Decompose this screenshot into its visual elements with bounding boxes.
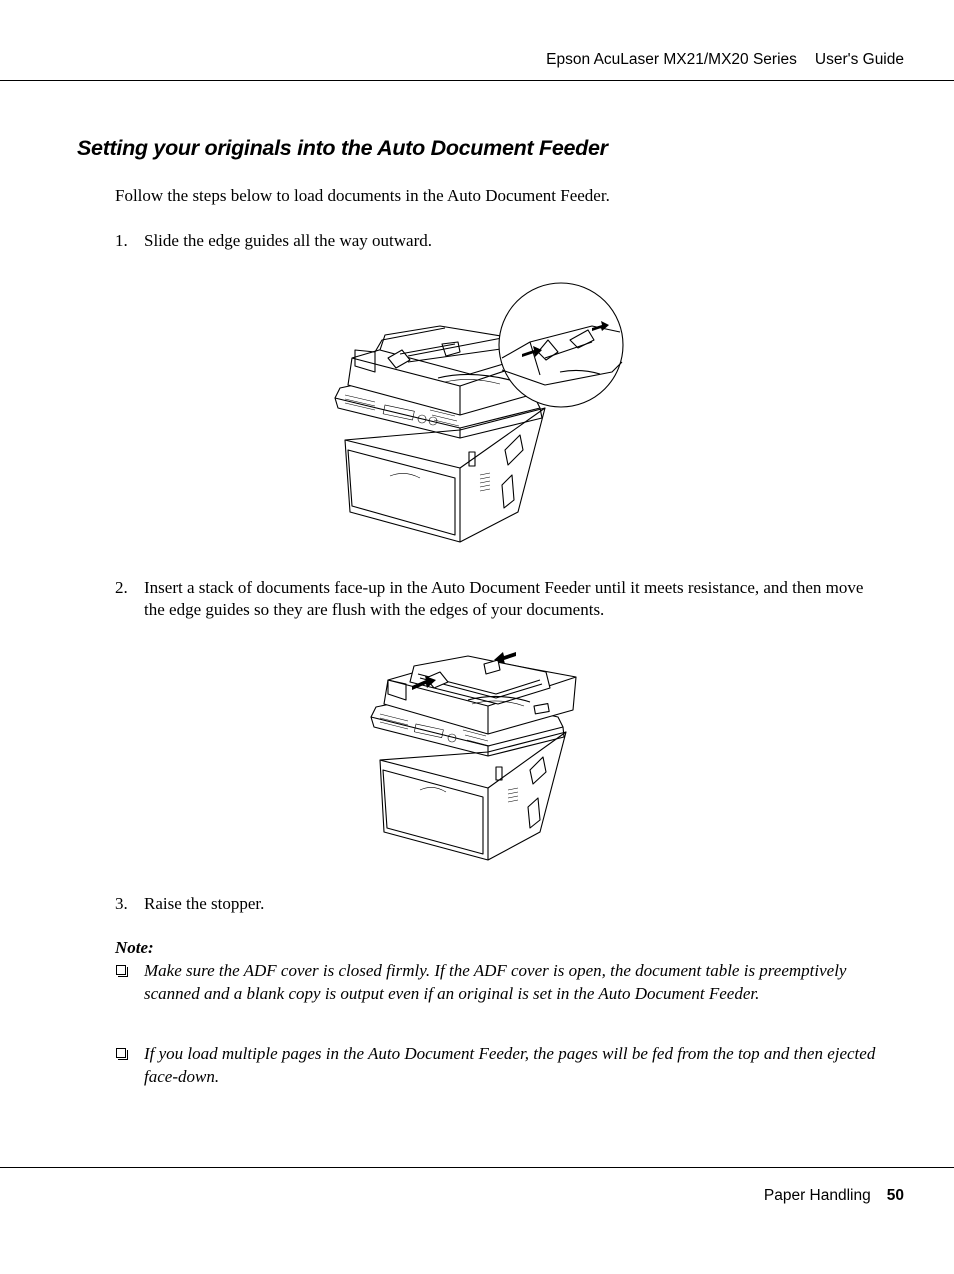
note-title: Note: [115, 938, 154, 957]
step-text: Slide the edge guides all the way outward. [144, 231, 432, 250]
step-number: 3. [115, 894, 128, 913]
note-text: Make sure the ADF cover is closed firmly. If the ADF cover is open, the document table is preemptively scanned and a blank copy is output even if an original is set in the Auto Document Feeder. [144, 961, 847, 1003]
checkbox-bullet-icon [116, 1048, 126, 1058]
header-text [546, 51, 904, 69]
step-2 [115, 577, 885, 621]
step-text: Insert a stack of documents face-up in the Auto Document Feeder until it meets resistance, and then move the edge guides so they are flush with the edges of your documents. [144, 578, 864, 619]
printer-edge-guides-illustration [330, 280, 625, 548]
printer-documents-loaded-illustration [368, 642, 586, 864]
step-number: 2. [115, 578, 128, 597]
footer-section: Paper Handling [763, 1187, 871, 1204]
note-text: If you load multiple pages in the Auto Document Feeder, the pages will be fed from the top and then ejected face-down. [144, 1044, 876, 1086]
page-number: 50 [886, 1187, 904, 1204]
page-header [0, 0, 954, 81]
note-item [115, 1043, 885, 1088]
header-guide: User's Guide [814, 51, 904, 68]
intro-paragraph: Follow the steps below to load documents in the Auto Document Feeder. [115, 186, 610, 205]
page-footer [764, 1187, 904, 1205]
step-text: Raise the stopper. [144, 894, 265, 913]
step-number: 1. [115, 231, 128, 250]
header-product: Epson AcuLaser MX21/MX20 Series [546, 51, 797, 68]
note-item [115, 960, 885, 1005]
step-3 [115, 893, 885, 915]
checkbox-bullet-icon [116, 965, 126, 975]
footer-divider [0, 1167, 954, 1168]
section-title: Setting your originals into the Auto Document Feeder [77, 136, 608, 160]
step-1 [115, 230, 885, 252]
